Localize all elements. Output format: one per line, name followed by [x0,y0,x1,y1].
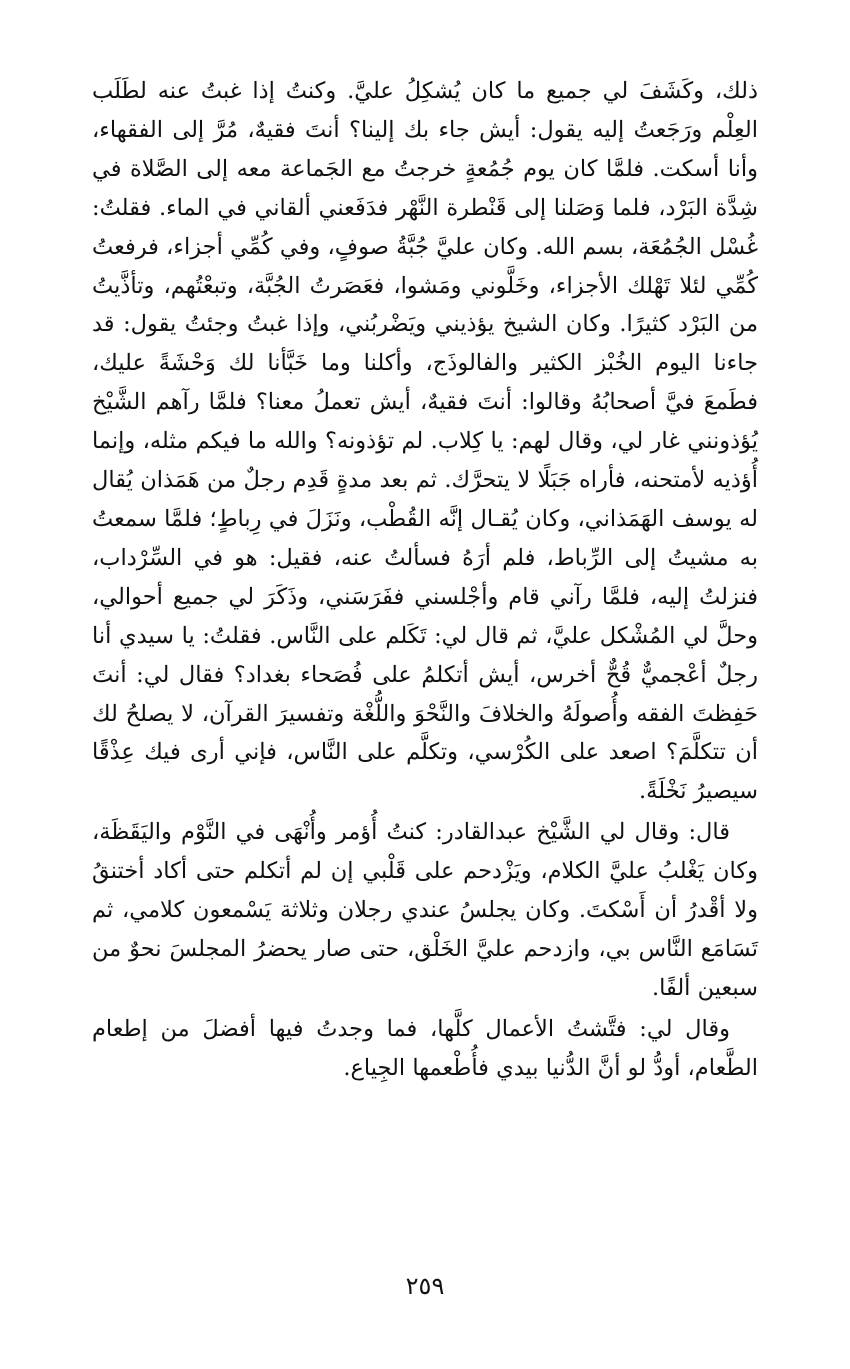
paragraph-3: وقال لي: فتَّشتُ الأعمال كلَّها، فما وجدتُ فيها أفضلَ من إطعام الطَّعام، أودُّ لو أنَّ الدُّنيا بيدي فأُطْعمها الجِياع. [92,1015,758,1081]
paragraph-1: ذلك، وكَشَفَ لي جميع ما كان يُشكِلُ عليَّ. وكنتُ إذا غبتُ عنه لطَلَب العِلْم ورَجَعتُ إليه يقول: أيش جاء بك إلينا؟ أنتَ فقيهٌ، مُرَّ إلى الفقهاء، وأنا أسكت. فلمَّا كان يوم جُمُعةٍ خرجتُ مع الجَماعة معه إلى الصَّلاة في شِدَّة البَرْد، فلما وَصَلنا إلى قَنْطرة النَّهْر فدَفَعني ألقاني في الماء. فقلتُ: غُسْل الجُمُعَة، بسم الله. وكان عليَّ جُبَّةُ صوفٍ، وفي كُمِّي أجزاء، فرفعتُ كُمِّي لئلا تَهْلك الأجزاء، وخَلَّوني ومَشوا، فعَصَرتُ الجُبَّة، وتبعْتُهم، وتأذَّيتُ من البَرْد كثيرًا. وكان الشيخ يؤذيني ويَضْربُني، وإذا غبتُ وجئتُ يقول: قد جاءنا اليوم الخُبْز الكثير والفالوذَج، وأكلنا وما خَبَّأنا لك وَحْشَةً عليك، فطَمعَ فيَّ أصحابُهُ وقالوا: أنتَ فقيهٌ، أيش تعملُ معنا؟ فلمَّا رآهم الشَّيْخ يُؤذونني غار لي، وقال لهم: يا كِلاب. لم تؤذونه؟ والله ما فيكم مثله، وإنما أُؤذيه لأمتحنه، فأراه جَبَلًا لا يتحرَّك. ثم بعد مدةٍ قَدِم رجلٌ من هَمَذان يُقال له يوسف الهَمَذاني، وكان يُقـال إنَّه القُطْب، ونَزَلَ في رِباطٍ؛ فلمَّا سمعتُ به مشيتُ إلى الرِّباط، فلم أرَهُ فسألتُ عنه، فقيل: هو في السِّرْداب، فنزلتُ إليه، فلمَّا رآني قام وأجْلسني ففَرَسَني، وذَكَرَ لي جميع أحوالي، وحلَّ لي المُشْكل عليَّ، ثم قال لي: تَكَلم على النَّاس. فقلتُ: يا سيدي أنا رجلٌ أعْجميٌّ قُحٌّ أخرس، أيش أتكلمُ على فُصَحاء بغداد؟ فقال لي: أنتَ حَفِظتَ الفقه وأُصولَهُ والخلافَ والنَّحْوَ واللُّغْة وتفسيرَ القرآن، لا يصلحُ لك أن تتكلَّمَ؟ اصعد على الكُرْسي، وتكلَّم على النَّاس، فإني أرى فيك عِذْقًا سيصيرُ نَخْلَةً. [92,78,758,805]
page-number: ٢٥٩ [405,1272,445,1300]
paragraph-2: قال: وقال لي الشَّيْخ عبدالقادر: كنتُ أُؤمر وأُنْهَى في النَّوْم واليَقَظَة، وكان يَغْلبُ عليَّ الكلام، ويَزْدحم على قَلْبي إن لم أتكلم حتى أكاد أختنقُ ولا أقْدرُ أن أَسْكتَ. وكان يجلسُ عندي رجلان وثلاثة يَسْمعون كلامي، ثم تَسَامَع النَّاس بي، وازدحم عليَّ الخَلْق، حتى صار يحضرُ المجلسَ نحوٌ من سبعين ألفًا. [92,819,758,1001]
body-text [92,72,758,1088]
